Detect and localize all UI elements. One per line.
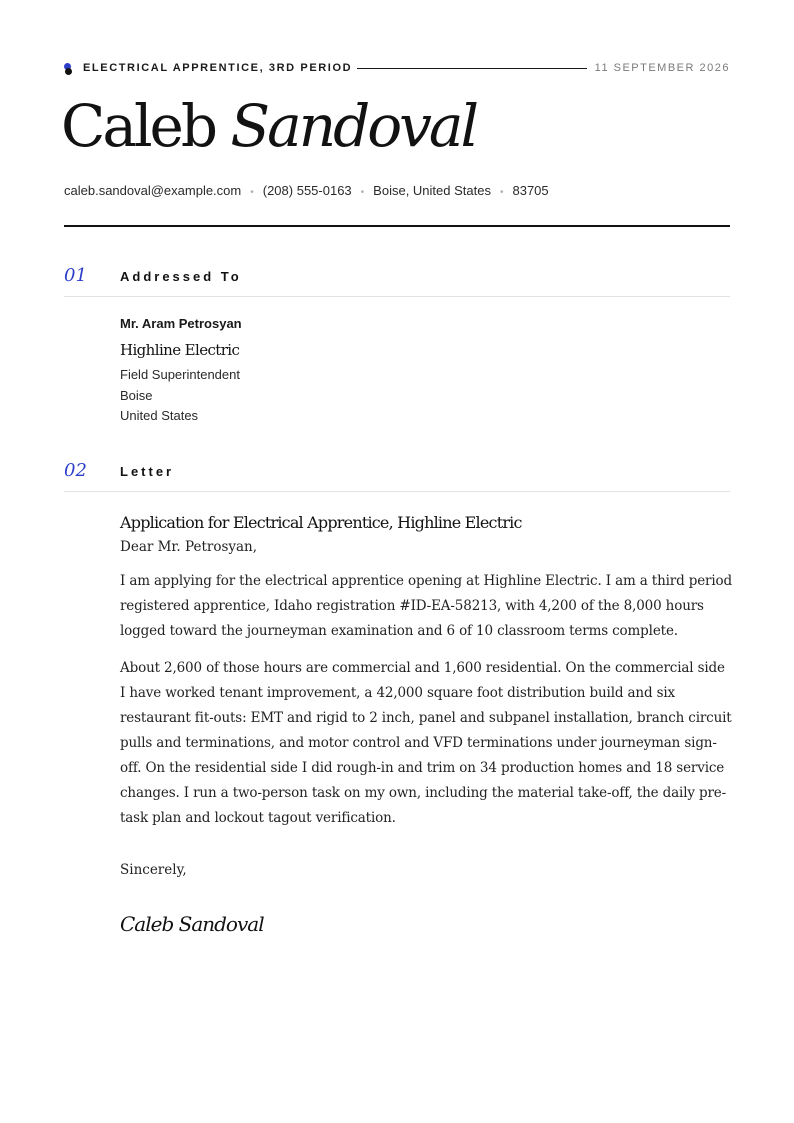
recipient-block — [120, 316, 720, 427]
recipient-company: Highline Electric — [120, 341, 240, 359]
contact-postal: 83705 — [512, 183, 549, 198]
header-rule — [64, 225, 730, 227]
dot-pair-icon — [64, 63, 72, 75]
contact-email[interactable]: caleb.sandoval@example.com — [64, 183, 242, 198]
header-divider — [357, 68, 587, 69]
section-addressed-to — [64, 265, 730, 295]
section-number: 01 — [64, 265, 87, 286]
section-letter — [64, 460, 730, 490]
letter-body — [120, 512, 734, 937]
contact-line — [64, 183, 549, 201]
letter-paragraph: About 2,600 of those hours are commercial and 1,600 residential. On the commercial side I have worked tenant improvement, a 42,000 square foot distribution build and six restaurant fit-outs: EMT and rigid to 2 inch, panel and subpanel installation, branch circuit pulls and terminations, and motor control and VFD terminations under journeyman sign-off. On the residential side I did rough-in and trim on 34 production homes and 18 service changes. I run a two-person task on my own, including the material take-off, the daily pre-task plan and lockout tagout verification. — [120, 660, 732, 826]
section-rule — [64, 491, 730, 492]
recipient-title: Field Superintendent — [120, 367, 240, 382]
separator: • — [360, 187, 365, 198]
section-rule — [64, 296, 730, 297]
first-name: Caleb — [61, 92, 215, 160]
contact-phone[interactable]: (208) 555-0163 — [262, 183, 352, 198]
letter-date: 11 SEPTEMBER 2026 — [594, 62, 730, 74]
applicant-name — [61, 88, 476, 164]
recipient-city: Boise — [120, 387, 153, 403]
contact-location: Boise, United States — [373, 183, 491, 198]
role-label: ELECTRICAL APPRENTICE, 3RD PERIOD — [83, 62, 353, 74]
section-title: Letter — [120, 464, 175, 479]
section-number: 02 — [64, 460, 87, 481]
recipient-name: Mr. Aram Petrosyan — [120, 316, 242, 331]
recipient-country: United States — [120, 408, 199, 423]
letter-subject: Application for Electrical Apprentice, Highline Electric — [120, 513, 522, 532]
header-topbar — [64, 61, 730, 75]
letter-paragraph: I am applying for the electrical apprentice opening at Highline Electric. I am a third period registered apprentice, Idaho registration #ID-EA-58213, with 4,200 of the 8,000 hours logged toward the journeyman examination and 6 of 10 classroom terms complete. — [120, 573, 732, 639]
signature: Caleb Sandoval — [120, 912, 264, 936]
last-name: Sandoval — [230, 92, 477, 160]
section-title: Addressed To — [120, 269, 242, 284]
letter-closing: Sincerely, — [120, 862, 187, 878]
separator: • — [250, 187, 254, 198]
letter-salutation: Dear Mr. Petrosyan, — [120, 539, 258, 555]
separator: • — [499, 187, 504, 198]
